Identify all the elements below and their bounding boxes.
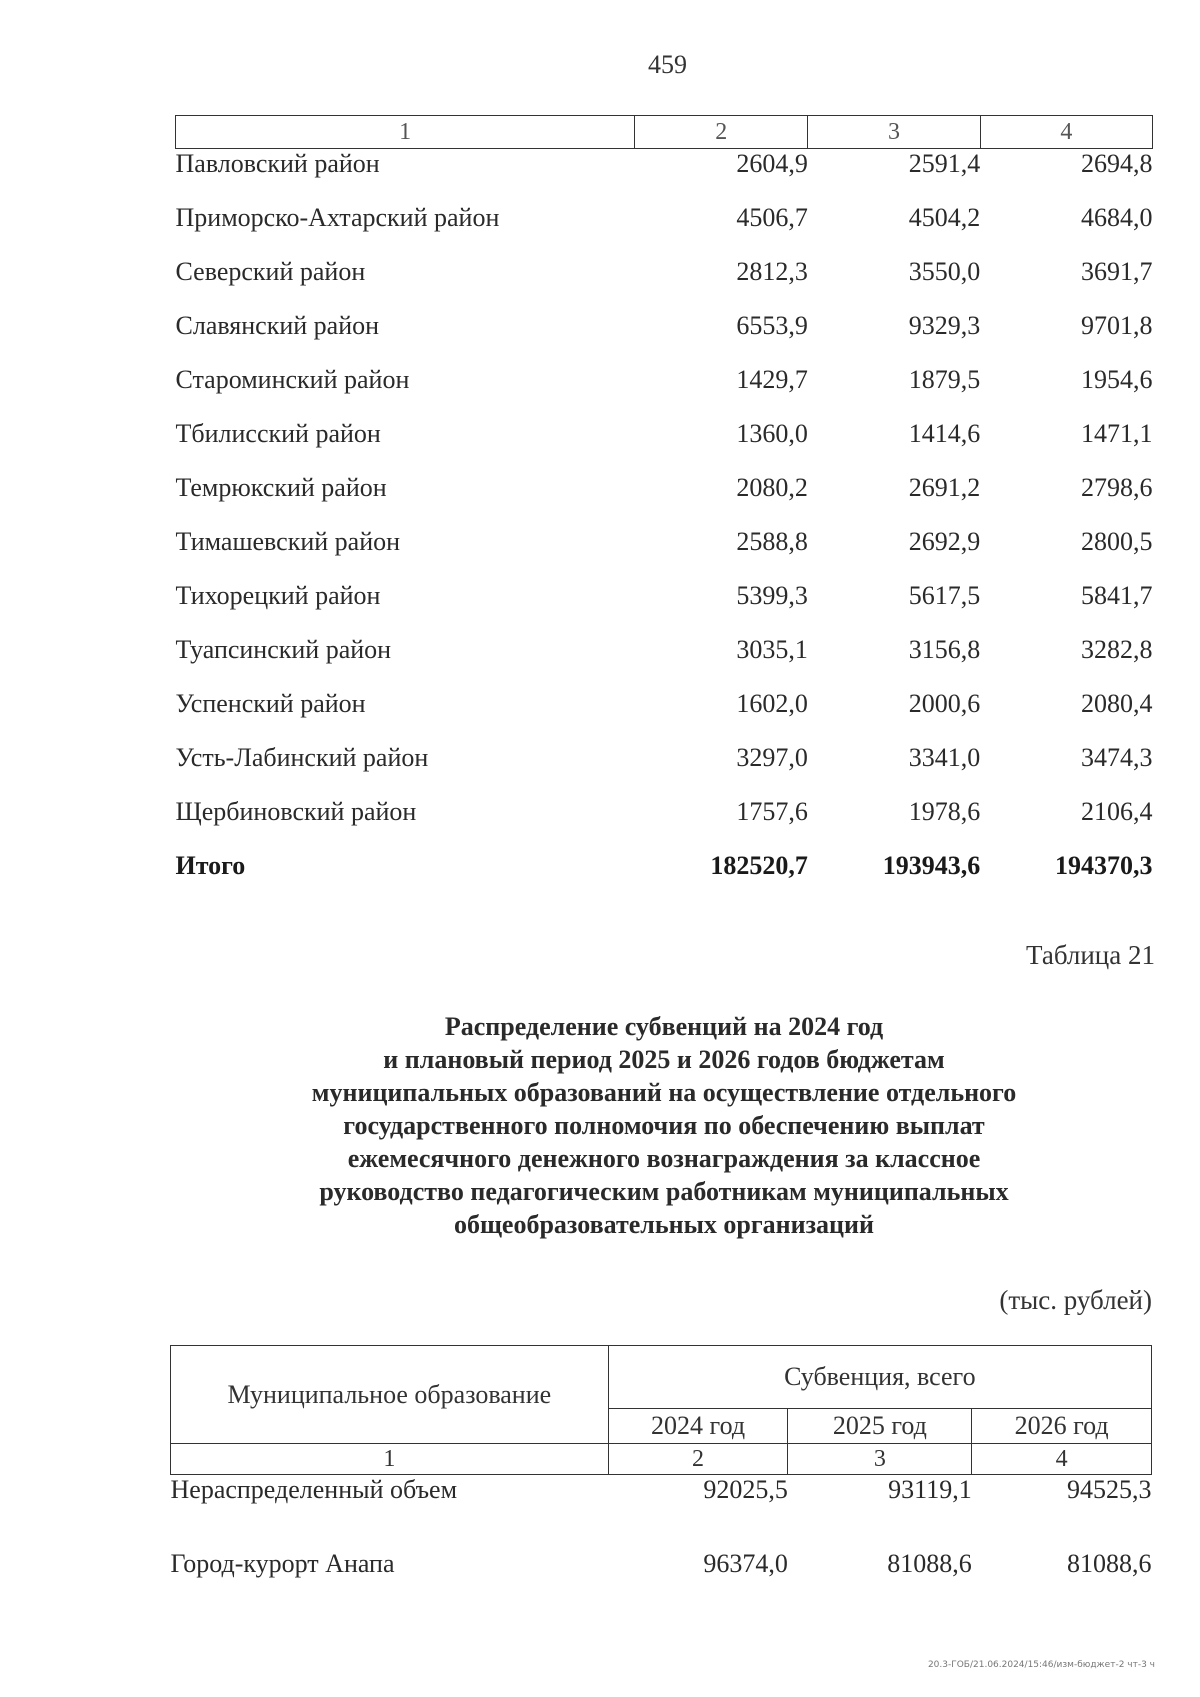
value-2024: 92025,5 — [703, 1475, 788, 1504]
heading-line: муниципальных образований на осуществление отдельного — [311, 1078, 1017, 1107]
heading-line: общеобразовательных организаций — [453, 1210, 874, 1239]
row-name: Тбилисский район — [175, 419, 381, 448]
value-2025: 2591,4 — [908, 149, 981, 178]
row-name: Приморско-Ахтарский район — [175, 203, 500, 232]
value-2025: 4504,2 — [908, 203, 981, 232]
value-2026: 2798,6 — [1081, 473, 1153, 502]
value-2026: 4684,0 — [1081, 203, 1153, 232]
heading-line: руководство педагогическим работникам муниципальных — [319, 1177, 1009, 1206]
value-2026: 2080,4 — [1081, 689, 1153, 718]
table-row — [176, 257, 1153, 311]
value-2025: 93119,1 — [888, 1475, 972, 1504]
value-2026: 1954,6 — [1081, 365, 1153, 394]
table-row — [176, 797, 1153, 851]
column-index: 4 — [980, 116, 1152, 149]
year-column-header: 2026 год — [972, 1409, 1152, 1444]
value-2024: 5399,3 — [736, 581, 808, 610]
value-2024: 2604,9 — [736, 149, 808, 178]
document-footer: 20.3-ГОБ/21.06.2024/15:46/изм-бюджет-2 чт-3 ч — [927, 1660, 1155, 1670]
value-2025: 2000,6 — [908, 689, 981, 718]
table-row — [176, 689, 1153, 743]
value-2025: 3550,0 — [908, 257, 981, 286]
row-name: Щербиновский район — [175, 797, 417, 826]
value-2025: 2691,2 — [908, 473, 981, 502]
district-subsidy-table — [175, 115, 1153, 905]
value-2024: 1757,6 — [736, 797, 808, 826]
value-2026: 2800,5 — [1081, 527, 1153, 556]
value-2024: 3297,0 — [736, 743, 808, 772]
table-row — [176, 203, 1153, 257]
heading-line: государственного полномочия по обеспечению выплат — [343, 1111, 985, 1140]
column-index: 1 — [171, 1444, 609, 1475]
column-index: 2 — [635, 116, 808, 149]
row-name: Староминский район — [175, 365, 410, 394]
table-row — [176, 149, 1153, 204]
table-row — [171, 1475, 1152, 1550]
value-2026: 9701,8 — [1081, 311, 1153, 340]
value-2025: 3341,0 — [908, 743, 981, 772]
heading-line: Распределение субвенций на 2024 год — [444, 1012, 884, 1041]
row-name: Славянский район — [175, 311, 380, 340]
district-rows — [176, 149, 1153, 906]
row-name: Тимашевский район — [175, 527, 401, 556]
table-row — [176, 419, 1153, 473]
table-row — [176, 743, 1153, 797]
value-2025: 5617,5 — [908, 581, 981, 610]
row-name: Темрюкский район — [175, 473, 387, 502]
table-label: Таблица 21 — [1026, 940, 1155, 970]
units-label: (тыс. рублей) — [999, 1285, 1152, 1315]
value-2026: 2106,4 — [1081, 797, 1153, 826]
table-row — [176, 527, 1153, 581]
table-row — [176, 473, 1153, 527]
value-2026: 81088,6 — [1067, 1549, 1152, 1578]
heading-line: ежемесячного денежного вознаграждения за классное — [347, 1144, 981, 1173]
year-column-header: 2025 год — [788, 1409, 972, 1444]
heading-line: и плановый период 2025 и 2026 годов бюджетам — [383, 1045, 945, 1074]
row-name: Усть-Лабинский район — [175, 743, 429, 772]
column-index: 1 — [176, 116, 635, 149]
value-2026: 5841,7 — [1081, 581, 1153, 610]
value-2024: 2812,3 — [736, 257, 808, 286]
total-row — [176, 851, 1153, 905]
column-index: 3 — [788, 1444, 972, 1475]
value-2026: 3691,7 — [1081, 257, 1153, 286]
value-2025: 1978,6 — [908, 797, 981, 826]
row-name: Успенский район — [175, 689, 366, 718]
table-row — [176, 365, 1153, 419]
page-number: 459 — [648, 50, 687, 79]
municipality-column-header: Муниципальное образование — [171, 1346, 609, 1444]
table-row — [176, 635, 1153, 689]
table-row — [176, 311, 1153, 365]
value-2024: 1360,0 — [736, 419, 808, 448]
value-2024: 6553,9 — [736, 311, 808, 340]
municipality-rows — [171, 1475, 1152, 1624]
subvention-column-header: Субвенция, всего — [608, 1346, 1151, 1409]
value-2024: 3035,1 — [736, 635, 808, 664]
year-column-header: 2024 год — [608, 1409, 788, 1444]
row-name: Тихорецкий район — [175, 581, 381, 610]
value-2024: 2080,2 — [736, 473, 808, 502]
value-2025: 193943,6 — [882, 851, 981, 880]
table-row — [176, 581, 1153, 635]
subvention-table — [170, 1345, 1152, 1623]
table-row — [171, 1549, 1152, 1623]
value-2025: 3156,8 — [908, 635, 981, 664]
value-2025: 1879,5 — [908, 365, 981, 394]
value-2026: 3474,3 — [1081, 743, 1153, 772]
value-2026: 3282,8 — [1081, 635, 1153, 664]
value-2026: 2694,8 — [1081, 149, 1153, 178]
value-2024: 4506,7 — [736, 203, 808, 232]
value-2025: 2692,9 — [908, 527, 981, 556]
value-2024: 1602,0 — [736, 689, 808, 718]
column-index-row — [176, 116, 1153, 149]
row-name: Павловский район — [175, 149, 380, 178]
value-2025: 1414,6 — [908, 419, 981, 448]
row-name: Итого — [175, 851, 246, 880]
value-2025: 9329,3 — [908, 311, 981, 340]
column-index: 4 — [972, 1444, 1152, 1475]
row-name: Северский район — [175, 257, 366, 286]
value-2024: 182520,7 — [710, 851, 808, 880]
value-2026: 1471,1 — [1081, 419, 1153, 448]
value-2024: 2588,8 — [736, 527, 808, 556]
value-2026: 194370,3 — [1055, 851, 1153, 880]
value-2025: 81088,6 — [887, 1549, 972, 1578]
value-2024: 1429,7 — [736, 365, 808, 394]
row-name: Нераспределенный объем — [170, 1475, 458, 1504]
column-index: 2 — [608, 1444, 788, 1475]
value-2024: 96374,0 — [703, 1549, 788, 1578]
column-index: 3 — [808, 116, 980, 149]
table-heading — [175, 1010, 1153, 1241]
row-name: Туапсинский район — [175, 635, 392, 664]
value-2026: 94525,3 — [1067, 1475, 1152, 1504]
row-name: Город-курорт Анапа — [170, 1549, 395, 1578]
